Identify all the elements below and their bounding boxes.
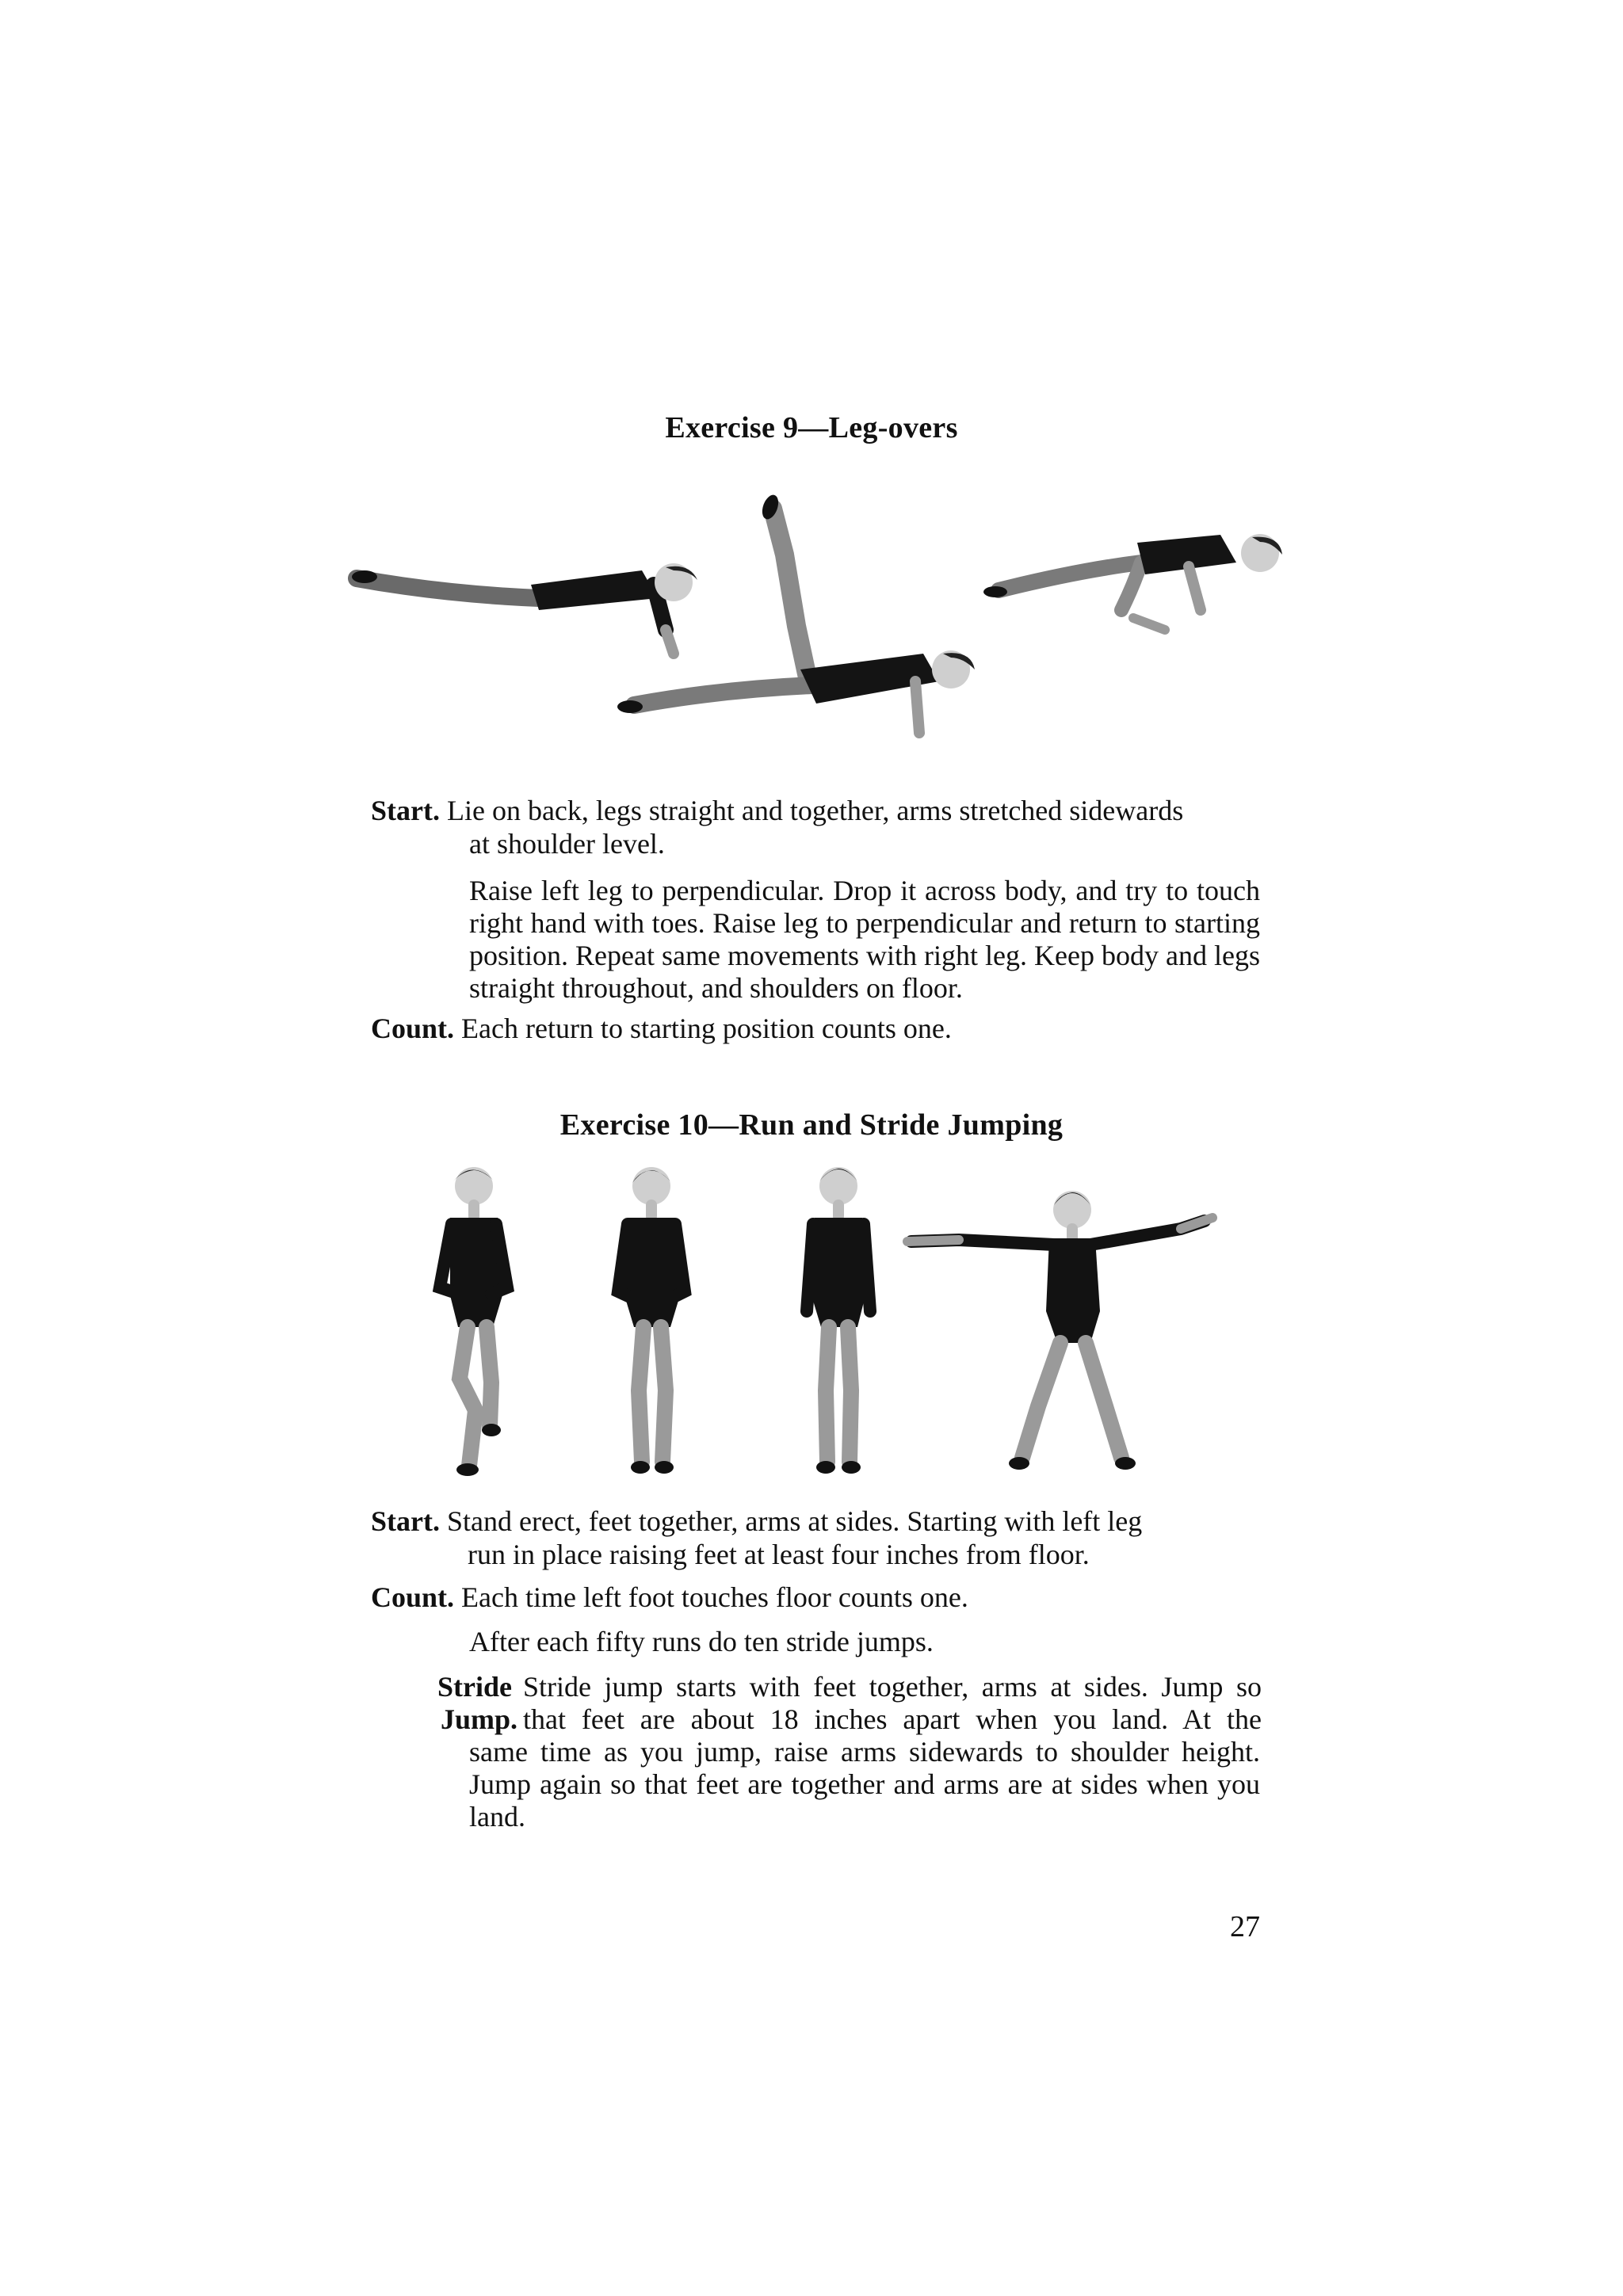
stride-line2: that feet are about 18 inches apart when you land. At the [523, 1703, 1262, 1735]
stride-line1: Stride jump starts with feet together, arms at sides. Jump so [523, 1671, 1262, 1703]
count-label: Count. [371, 1013, 455, 1044]
start-label: Start. [371, 795, 440, 826]
leg-overs-photo [341, 491, 1308, 776]
page-number: 27 [1230, 1910, 1260, 1943]
stride-rest: same time as you jump, raise arms sidewards to shoulder height. Jump again so that feet are together and arms are at sides when you land. [469, 1736, 1260, 1833]
pose-leg-over [983, 534, 1282, 630]
pose-leg-raised [617, 493, 975, 733]
pose-standing-1 [618, 1167, 685, 1474]
start-text-line1: Lie on back, legs straight and together, arms stretched sidewards [446, 795, 1184, 826]
exercise-9-title: Exercise 9—Leg-overs [665, 411, 958, 444]
exercise-10-start [371, 1505, 1274, 1538]
pose-standing-2 [807, 1167, 870, 1474]
count-text: Each return to starting position counts one. [461, 1013, 952, 1044]
pose-running [440, 1167, 507, 1476]
start-label: Start. [371, 1505, 440, 1537]
start-text-line1: Stand erect, feet together, arms at sides. Starting with left leg [446, 1505, 1143, 1537]
exercise-10-count [371, 1581, 1266, 1614]
pose-lying-flat [352, 563, 697, 654]
exercise-9-start [371, 795, 1266, 827]
exercise-10-title: Exercise 10—Run and Stride Jumping [559, 1108, 1064, 1142]
run-and-stride-photo [404, 1153, 1300, 1482]
exercise-9-start-line2: at shoulder level. [469, 828, 665, 860]
exercise-10-start-line2: run in place raising feet at least four inches from floor. [468, 1539, 1090, 1570]
count-label: Count. [371, 1581, 455, 1613]
exercise-9-count [371, 1013, 1266, 1045]
stride-label-2: Jump. [441, 1703, 518, 1735]
count-text: Each time left foot touches floor counts one. [461, 1581, 968, 1613]
pose-stride-jump [907, 1191, 1212, 1470]
exercise-10-after-text: After each fifty runs do ten stride jumps. [469, 1626, 934, 1657]
stride-label-1: Stride [437, 1671, 512, 1703]
exercise-9-body: Raise left leg to perpendicular. Drop it across body, and try to touch right hand with toes. Raise leg to perpendicular and return to starting position. Repeat same movements with right leg. Keep body and legs straight throughout, and shoulders on floor. [469, 875, 1260, 1004]
